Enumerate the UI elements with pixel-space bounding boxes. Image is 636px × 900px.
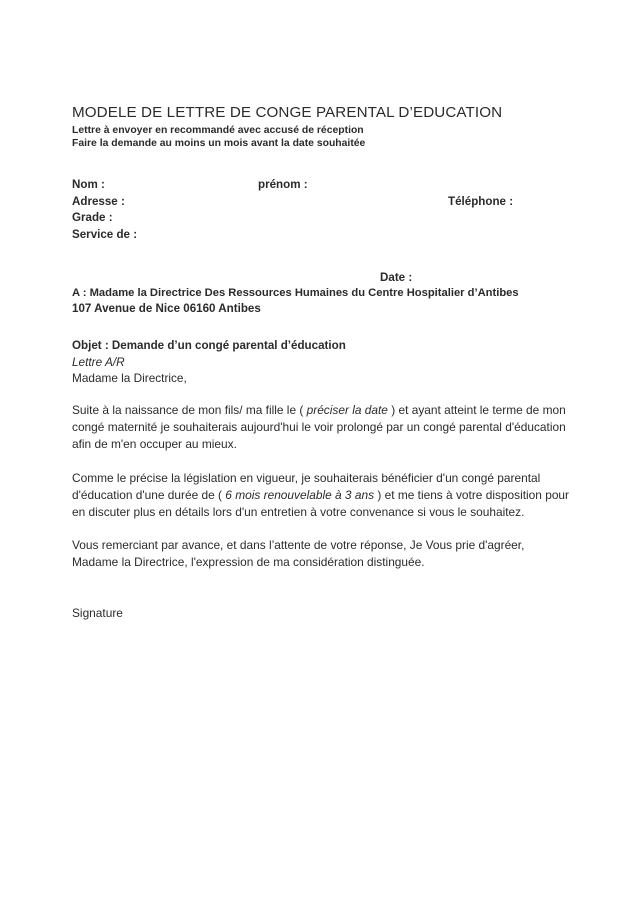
subtitle-line-2: Faire la demande au moins un mois avant la date souhaitée xyxy=(72,138,366,149)
paragraph-1-before: Suite à la naissance de mon fils/ ma fille le ( xyxy=(72,403,307,417)
page-title: MODELE DE LETTRE DE CONGE PARENTAL D’EDUCATION xyxy=(72,104,503,121)
nom-label: Nom : xyxy=(72,178,105,191)
identity-row-grade xyxy=(72,210,572,227)
paragraph-1-placeholder: préciser la date xyxy=(306,403,388,417)
grade-label: Grade : xyxy=(72,211,113,224)
letter-body xyxy=(72,103,572,622)
service-label: Service de : xyxy=(72,227,138,241)
adresse-label: Adresse : xyxy=(72,194,125,208)
paragraph-1-after: ) et ayant atteint le terme de mon congé maternité je souhaiterais aujourd'hui le voir prolongé par un congé parental d'éducation afin de m'en occuper au mieux. xyxy=(72,403,566,452)
signature-label: Signature xyxy=(72,605,123,620)
ar-mention: Lettre A/R xyxy=(72,355,125,369)
paragraph-2-after: ) et me tiens à votre disposition pour en discuter plus en détails lors d'un entretien à votre convenance si vous le souhaitez. xyxy=(72,487,570,520)
identity-row-service xyxy=(72,227,572,244)
paragraph-3: Vous remerciant par avance, et dans l’attente de votre réponse, Je Vous prie d'agréer, Madame la Directrice, l'expression de ma considération distinguée. xyxy=(72,538,525,570)
paragraph-2 xyxy=(72,470,570,522)
recipient-line-1: A : Madame la Directrice Des Ressources Humaines du Centre Hospitalier d’Antibes xyxy=(72,287,519,299)
paragraph-2-before: Comme le précise la législation en vigueur, je souhaiterais bénéficier d'un congé parental d'éducation d'une durée de ( xyxy=(72,470,541,502)
telephone-label: Téléphone : xyxy=(448,194,514,208)
identity-row-nom xyxy=(72,177,572,194)
objet-block xyxy=(72,338,572,386)
subtitle-line-1: Lettre à envoyer en recommandé avec accusé de réception xyxy=(72,125,364,136)
salutation: Madame la Directrice, xyxy=(72,371,187,385)
date-row xyxy=(72,270,572,286)
date-label: Date : xyxy=(380,271,413,284)
recipient-line-2: 107 Avenue de Nice 06160 Antibes xyxy=(72,302,261,315)
prenom-label: prénom : xyxy=(258,178,308,191)
identity-row-adresse xyxy=(72,194,572,211)
paragraph-2-placeholder: 6 mois renouvelable à 3 ans xyxy=(225,487,375,502)
sender-identity-block xyxy=(72,177,572,243)
objet-label: Objet : Demande d’un congé parental d’éducation xyxy=(72,339,346,352)
paragraph-1 xyxy=(72,402,570,454)
